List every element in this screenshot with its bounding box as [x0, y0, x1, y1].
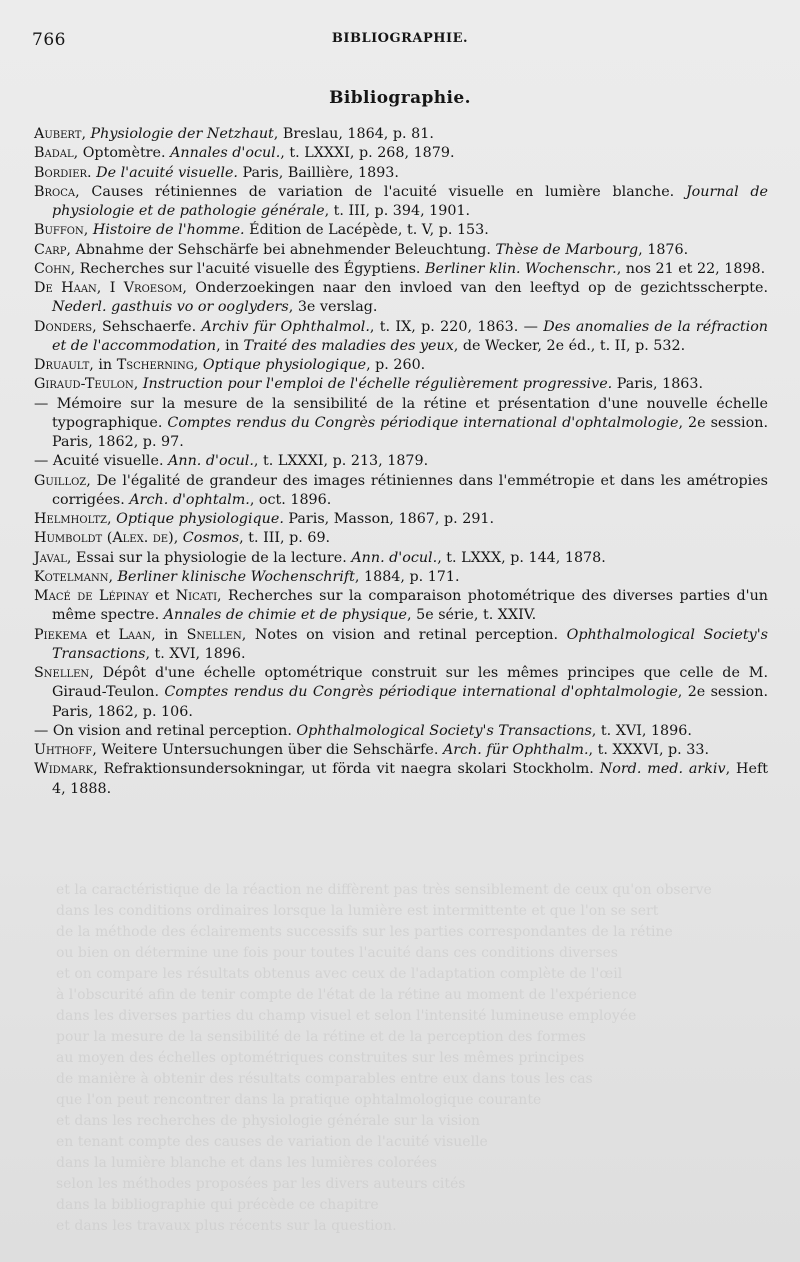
entry-author: Javal	[34, 549, 67, 566]
entry-text: ,	[83, 222, 93, 239]
entry-text: , nos 21 et 22, 1898.	[616, 260, 766, 277]
entry-title: Ann. d'ocul.	[351, 549, 438, 566]
entry-text: , 5e série, t. XXIV.	[407, 607, 537, 624]
entry-author: Snellen	[34, 665, 90, 681]
bibliography-entry	[34, 221, 768, 240]
entry-author: Kotelmann	[34, 568, 109, 585]
bibliography-list	[34, 125, 768, 799]
bibliography-entry	[34, 529, 768, 548]
entry-text: , oct. 1896.	[249, 491, 332, 508]
entry-text: , t. XVI, 1896.	[591, 722, 692, 739]
entry-text: Paris, Masson, 1867, p. 291.	[283, 511, 495, 527]
entry-text: ,	[193, 357, 203, 373]
entry-title: Thèse de Marbourg	[495, 241, 639, 258]
entry-text: ,	[107, 511, 117, 527]
entry-author: Cohn	[34, 260, 71, 277]
entry-author: Druault	[34, 357, 90, 373]
entry-title: Archiv für Ophthalmol.	[201, 318, 370, 335]
entry-title: Ann. d'ocul.	[168, 453, 254, 470]
bibliography-entry	[34, 144, 768, 163]
entry-text: , 3e verslag.	[288, 299, 378, 316]
entry-title: De l'acuité visuelle.	[96, 164, 238, 181]
entry-text: , t. III, p. 394, 1901.	[324, 203, 471, 219]
entry-text: , De l'égalité de grandeur des images rétiniennes dans l'emmétropie et dans les amétropies corrigées.	[52, 472, 768, 508]
entry-text: , de Wecker, 2e éd., t. II, p. 532.	[453, 337, 686, 354]
entry-text: , Recherches sur l'acuité visuelle des Égyptiens.	[70, 260, 426, 277]
entry-text: , Dépôt d'une échelle optométrique construit sur les mêmes principes que celle de M. Giraud-Teulon.	[52, 665, 768, 701]
entry-text: , in	[151, 626, 187, 643]
entry-author: Helmholtz	[34, 511, 108, 527]
entry-author: Giraud-Teulon	[34, 376, 134, 393]
entry-author: De Haan, I Vroesom	[34, 280, 183, 296]
bibliography-entry	[34, 279, 768, 318]
entry-title: Comptes rendus du Congrès périodique international d'ophtalmologie	[167, 414, 679, 431]
entry-title: Ophthalmological Society's Transactions	[52, 626, 768, 662]
entry-text: , 2e session. Paris, 1862, p. 106.	[52, 684, 768, 720]
entry-title: Instruction pour l'emploi de l'échelle régulièrement progressive.	[142, 376, 613, 393]
bibliography-entry	[34, 356, 768, 375]
entry-title: Annales d'ocul.	[170, 145, 281, 162]
entry-author: Broca	[34, 183, 76, 200]
entry-author: Badal	[34, 145, 74, 162]
bibliography-entry	[34, 664, 768, 722]
entry-text: , Refraktionsundersokningar, ut förda vit naegra skolari Stockholm.	[93, 761, 600, 778]
entry-text: , 1876.	[638, 241, 689, 258]
entry-text: , Recherches sur la comparaison photométrique des diverses parties d'un même spectre.	[52, 588, 769, 624]
entry-text: ,	[81, 126, 91, 142]
entry-author: Guilloz	[34, 472, 87, 489]
entry-title: Ophthalmological Society's Transactions	[296, 722, 592, 739]
entry-text: , t. XVI, 1896.	[145, 645, 246, 662]
entry-text: , Essai sur la physiologie de la lecture.	[66, 549, 352, 566]
entry-title: Des anomalies de la réfraction et de l'accommodation	[52, 318, 769, 354]
entry-title: Arch. d'ophtalm.	[129, 491, 250, 508]
entry-text: , in	[89, 357, 117, 373]
entry-author: Carp	[34, 241, 67, 258]
entry-text: , Causes rétiniennes de variation de l'acuité visuelle en lumière blanche.	[75, 183, 686, 200]
bibliography-entry	[34, 375, 768, 394]
bibliography-entry	[34, 241, 768, 260]
entry-text: , 1884, p. 171.	[354, 568, 460, 585]
entry-text: , 2e session. Paris, 1862, p. 97.	[52, 414, 768, 450]
entry-author: Buffon	[34, 222, 84, 239]
entry-title: Berliner klinische Wochenschrift	[117, 568, 355, 585]
bibliography-entry	[34, 722, 768, 741]
entry-author: Tscherning	[116, 357, 194, 373]
entry-author: Bordier	[34, 164, 88, 181]
entry-title: Optique physiologique.	[116, 511, 284, 527]
bibliography-entry	[34, 452, 768, 471]
entry-text: , Onderzoekingen naar den invloed van den leeftyd op de gezichtsscherpte.	[182, 280, 769, 296]
entry-title: Comptes rendus du Congrès périodique international d'ophtalmologie	[164, 684, 678, 701]
entry-text: , t. LXXX, p. 144, 1878.	[437, 549, 606, 566]
bibliography-entry	[34, 260, 768, 279]
bibliography-entry	[34, 472, 768, 511]
entry-text: , t. LXXXI, p. 268, 1879.	[280, 145, 455, 162]
bibliography-entry	[34, 760, 768, 799]
bleed-through-text: et la caractéristique de la réaction ne diffèrent pas très sensiblement de ceux qu'on observe dans les conditions ordinaires lorsque la lumière est intermittente et que l'on se sert de la méthode des éclairements successifs sur les parties correspondantes de la rétine ou bien on détermine une fois pour toutes l'acuité dans ces conditions diverses et on compare les résultats obtenus avec ceux de l'adaptation complète de l'œil à l'obscurité afin de tenir compte de l'état de la rétine au moment de l'expérience dans les diverses parties du champ visuel et selon l'intensité lumineuse employée pour la mesure de la sensibilité de la rétine et de la perception des formes au moyen des échelles optométriques construites sur les mêmes principes de manière à obtenir des résultats comparables entre eux dans tous les cas que l'on peut rencontrer dans la pratique ophtalmologique courante et dans les recherches de physiologie générale sur la vision en tenant compte des causes de variation de l'acuité visuelle dans la lumière blanche et dans les lumières colorées selon les méthodes proposées par les divers auteurs cités dans la bibliographie qui précède ce chapitre et dans les travaux plus récents sur la question.	[56, 882, 712, 1234]
entry-text: .	[87, 164, 97, 181]
entry-title: Cosmos	[182, 530, 240, 547]
bibliography-entry	[34, 395, 768, 453]
entry-text: ,	[108, 568, 118, 585]
entry-author: Piekema	[34, 626, 88, 643]
entry-author: Aubert	[34, 126, 82, 142]
entry-title: Arch. für Ophthalm.	[442, 742, 589, 758]
entry-author: Snellen	[186, 626, 242, 643]
bibliography-entry	[34, 741, 768, 760]
bibliography-entry	[34, 568, 768, 587]
entry-text: Édition de Lacépède, t. V, p. 153.	[244, 222, 489, 239]
bibliography-entry	[34, 318, 768, 357]
entry-text: , t. LXXXI, p. 213, 1879.	[253, 453, 429, 470]
entry-text: , Abnahme der Sehschärfe bei abnehmender Beleuchtung.	[66, 241, 496, 258]
entry-title: Histoire de l'homme.	[92, 222, 245, 239]
entry-text: , p. 260.	[366, 357, 426, 373]
entry-text: — Mémoire sur la mesure de la sensibilité de la rétine et présentation d'une nouvelle échelle typographique.	[34, 395, 768, 431]
bibliography-entry	[34, 183, 768, 222]
entry-title: Annales de chimie et de physique	[163, 607, 408, 624]
entry-author: Uhthoff	[34, 742, 93, 758]
entry-text: , in	[216, 337, 244, 354]
entry-text: Paris, 1863.	[612, 376, 704, 393]
bibliography-entry	[34, 510, 768, 529]
entry-title: Berliner klin. Wochenschr.	[425, 260, 617, 277]
entry-author: Widmark	[34, 761, 94, 778]
entry-title: Physiologie der Netzhaut	[90, 126, 274, 142]
entry-title: Optique physiologique	[202, 357, 367, 373]
entry-text: , Optomètre.	[73, 145, 171, 162]
section-title: Bibliographie.	[329, 88, 471, 108]
page-number: 766	[32, 30, 66, 50]
bibliography-entry	[34, 587, 768, 626]
entry-title: Nord. med. arkiv	[599, 761, 726, 778]
entry-text: — Acuité visuelle.	[34, 453, 169, 470]
entry-author: Humboldt (Alex. de)	[34, 530, 174, 547]
entry-text: Paris, Baillière, 1893.	[237, 164, 399, 181]
bibliography-entry	[34, 164, 768, 183]
running-title: BIBLIOGRAPHIE.	[331, 31, 469, 46]
entry-author: Nicati	[175, 588, 218, 604]
entry-text: , Notes on vision and retinal perception.	[241, 626, 567, 643]
entry-text: et	[87, 626, 119, 643]
entry-text: , Weitere Untersuchungen über die Sehschärfe.	[92, 742, 443, 758]
entry-author: Donders	[34, 318, 93, 335]
entry-text: , t. IX, p. 220, 1863. —	[369, 318, 544, 335]
entry-text: , Breslau, 1864, p. 81.	[273, 126, 434, 142]
entry-text: , Sehschaerfe.	[92, 318, 202, 335]
entry-author: Macé de Lépinay	[34, 588, 149, 604]
entry-text: ,	[173, 530, 183, 547]
entry-text: , t. XXXVI, p. 33.	[588, 742, 710, 758]
entry-title: Nederl. gasthuis vo or ooglyders	[52, 299, 289, 316]
bibliography-entry	[34, 549, 768, 568]
bibliography-entry	[34, 125, 768, 144]
entry-text: ,	[133, 376, 143, 393]
entry-title: Traité des maladies des yeux	[243, 337, 454, 354]
entry-title: Journal de physiologie et de pathologie générale	[52, 183, 768, 219]
running-head	[30, 30, 770, 50]
bibliography-entry	[34, 626, 768, 665]
entry-text: et	[148, 588, 176, 604]
entry-text: , t. III, p. 69.	[239, 530, 331, 547]
entry-text: — On vision and retinal perception.	[34, 722, 297, 739]
entry-text: , Heft 4, 1888.	[52, 761, 768, 797]
entry-author: Laan	[118, 626, 152, 643]
